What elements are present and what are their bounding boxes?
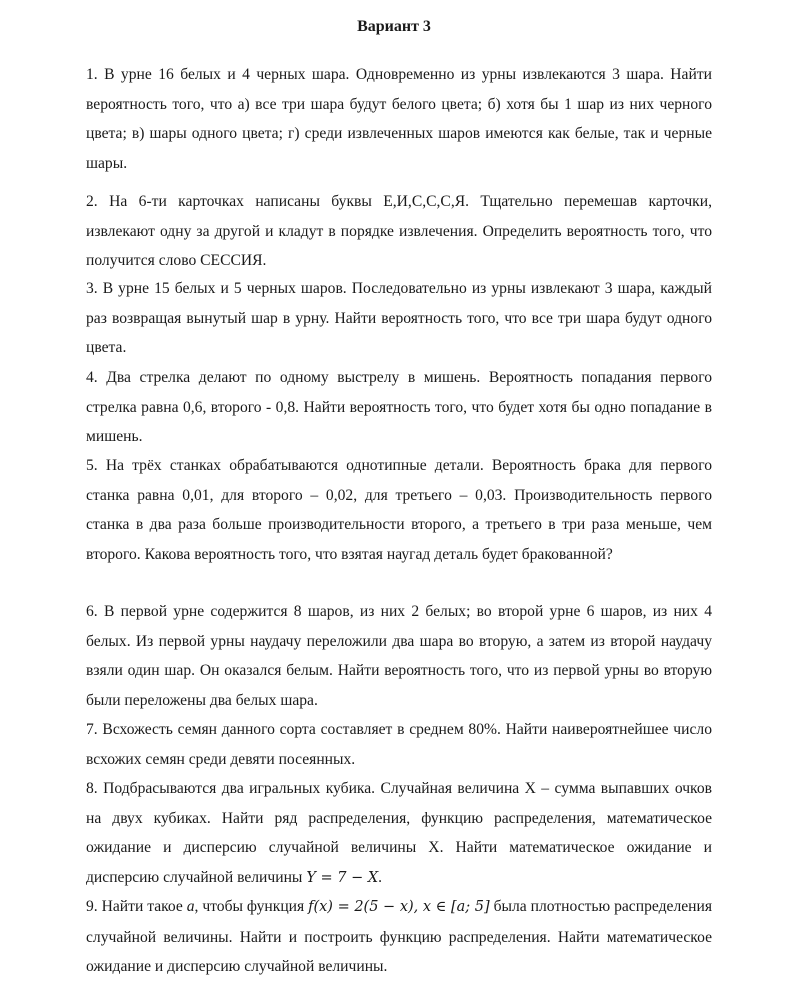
problem-8-text: 8. Подбрасываются два игральных кубика. Случайная величина Х – сумма выпавших очков на двух кубиках. Найти ряд распределения, функцию распределения, математическое ожидание и дисперсию случайной величины Х. Найти математическое ожидание и дисперсию случайной величины xyxy=(86,780,712,886)
document-title: Вариант 3 xyxy=(357,18,431,35)
problem-9-formula: f(x) = 2(5 − x), x ∈ [a; 5] xyxy=(308,899,490,915)
problem-8-formula: Y = 7 − X xyxy=(306,869,379,886)
problem-9-text-a: 9. Найти такое xyxy=(86,898,187,915)
problem-6: 6. В первой урне содержится 8 шаров, из них 2 белых; во второй урне 6 шаров, из них 4 белых. Из первой урны наудачу переложили два шара во вторую, а затем из второй наудачу взяли один шар. Он оказался белым. Найти вероятность того, что из первой урны во вторую были переложены два белых шара. xyxy=(86,603,712,709)
problem-5: 5. На трёх станках обрабатываются однотипные детали. Вероятность брака для первого станка равна 0,01, для второго – 0,02, для третьего – 0,03. Производительность первого станка в два раза больше производительности второго, а третьего в три раза меньше, чем второго. Какова вероятность того, что взятая наугад деталь будет бракованной? xyxy=(86,457,712,563)
problem-3: 3. В урне 15 белых и 5 черных шаров. Последовательно из урны извлекают 3 шара, каждый раз возвращая вынутый шар в урну. Найти вероятность того, что все три шара будут одного цвета. xyxy=(86,280,712,356)
problem-7: 7. Всхожесть семян данного сорта составляет в среднем 80%. Найти наивероятнейшее число всхожих семян среди девяти посеянных. xyxy=(86,721,712,768)
problem-2: 2. На 6-ти карточках написаны буквы Е,И,С,С,С,Я. Тщательно перемешав карточки, извлекают одну за другой и кладут в порядке извлечения. Определить вероятность того, что получится слово СЕССИЯ. xyxy=(86,193,712,269)
problem-9 xyxy=(86,892,712,982)
problem-9-variable: a xyxy=(186,898,195,915)
problem-4: 4. Два стрелка делают по одному выстрелу в мишень. Вероятность попадания первого стрелка равна 0,6, второго - 0,8. Найти вероятность того, что будет хотя бы одно попадание в мишень. xyxy=(86,369,712,445)
problem-8-end: . xyxy=(378,868,383,886)
problem-9-text-b: , чтобы функция xyxy=(194,898,309,915)
problem-1: 1. В урне 16 белых и 4 черных шара. Одновременно из урны извлекаются 3 шара. Найти вероятность того, что а) все три шара будут белого цвета; б) хотя бы 1 шар из них черного цвета; в) шары одного цвета; г) среди извлеченных шаров имеются как белые, так и черные шары. xyxy=(86,66,712,172)
problem-9-text-c: была плотностью распределения случайной величины. Найти и построить функцию распределения. Найти математическое ожидание и дисперсию случайной величины. xyxy=(86,898,713,975)
problem-8 xyxy=(86,774,712,893)
